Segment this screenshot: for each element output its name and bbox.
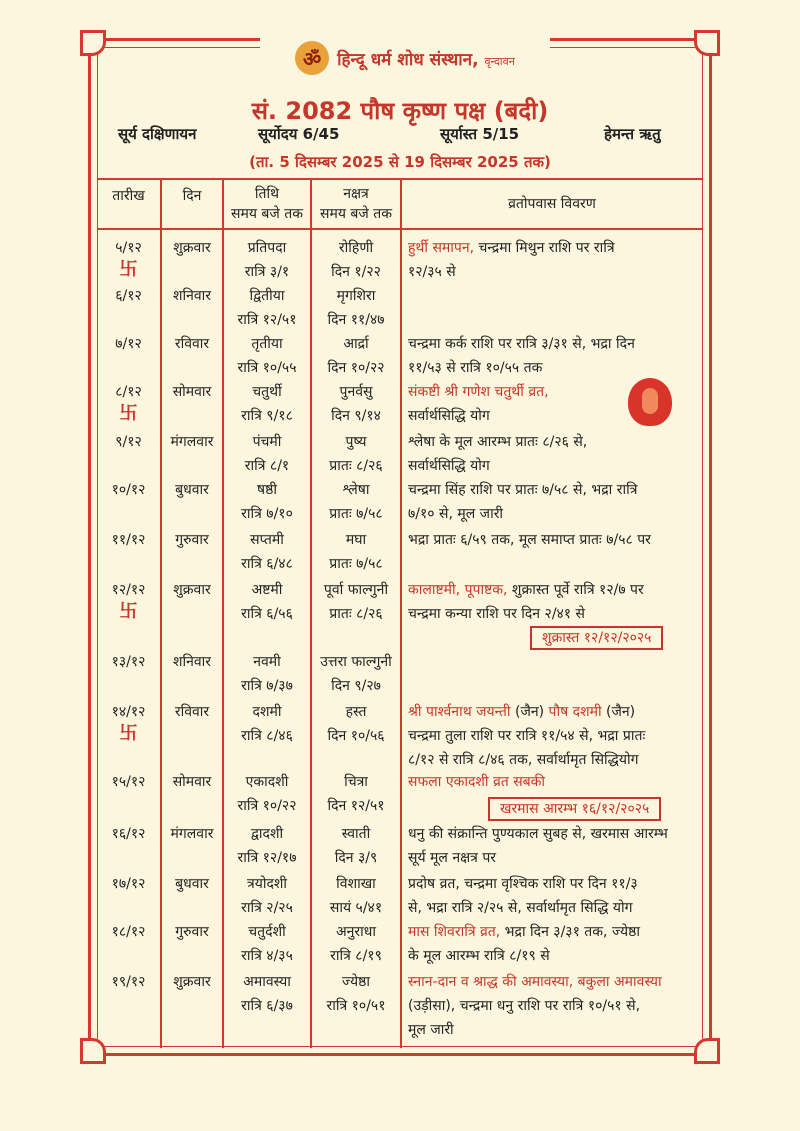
row-detail-line: चन्द्रमा तुला राशि पर रात्रि ११/५४ से, भद्रा प्रातः <box>408 728 646 744</box>
row-tithi-time: रात्रि ६/३७ <box>241 998 293 1014</box>
row-date: ७/१२ <box>115 336 142 352</box>
row-detail-line <box>408 822 668 846</box>
row-tithi: षष्ठी <box>257 482 277 498</box>
row-detail-line: से, भद्रा रात्रि २/२५ से, सर्वार्थामृत सिद्धि योग <box>408 900 633 916</box>
row-date: १९/१२ <box>111 974 146 990</box>
row-date: ९/१२ <box>115 434 142 450</box>
row-date: ११/१२ <box>111 532 146 548</box>
row-date: १८/१२ <box>111 924 146 940</box>
ayana-label: सूर्य दक्षिणायन <box>118 125 197 143</box>
row-tithi-time: रात्रि ६/५६ <box>241 606 293 622</box>
row-nakshatra-time: रात्रि ८/१९ <box>330 948 382 964</box>
row-detail-line <box>408 380 549 404</box>
detail-text: पौष दशमी <box>548 704 602 720</box>
row-date: १३/१२ <box>111 654 146 670</box>
row-nakshatra: स्वाती <box>341 826 371 842</box>
institution-header <box>260 36 550 80</box>
row-detail-line: १२/३५ से <box>408 264 456 280</box>
row-detail-line <box>408 236 615 260</box>
corner-ornament <box>80 1038 106 1064</box>
row-tithi: अष्टमी <box>251 582 283 598</box>
row-detail-line <box>408 578 644 602</box>
column-header-nakshatra-time: समय बजे तक <box>320 206 392 222</box>
row-nakshatra-time: प्रातः ७/५८ <box>329 506 383 522</box>
detail-text: श्री पार्श्वनाथ जयन्ती <box>408 704 511 720</box>
row-tithi: नवमी <box>253 654 281 670</box>
detail-text: भद्रा दिन ३/३१ तक, ज्येष्ठा <box>500 924 640 940</box>
row-day: बुधवार <box>175 482 209 498</box>
row-date: १७/१२ <box>111 876 146 892</box>
row-tithi: पंचमी <box>252 434 282 450</box>
page-title: सं. 2082 पौष कृष्ण पक्ष (बदी) <box>251 97 549 125</box>
row-nakshatra-time: दिन १०/५६ <box>327 728 385 744</box>
row-nakshatra: ज्येष्ठा <box>342 974 370 990</box>
row-nakshatra: विशाखा <box>336 876 376 892</box>
row-nakshatra-time: दिन ९/२७ <box>331 678 381 694</box>
row-tithi-time: रात्रि २/२५ <box>241 900 293 916</box>
row-date: ६/१२ <box>115 288 142 304</box>
row-day: शुक्रवार <box>173 240 211 256</box>
row-detail-line: सर्वार्थसिद्धि योग <box>408 408 490 424</box>
row-tithi: चतुर्थी <box>252 384 282 400</box>
kharmas-note: खरमास आरम्भ १६/१२/२०२५ <box>488 797 661 821</box>
row-detail-line: चन्द्रमा कन्या राशि पर दिन २/४१ से <box>408 606 586 622</box>
row-tithi: प्रतिपदा <box>247 240 287 256</box>
row-nakshatra: पुष्य <box>345 434 367 450</box>
row-nakshatra-time: प्रातः ८/२६ <box>329 606 383 622</box>
row-tithi-time: रात्रि ३/१ <box>244 264 290 280</box>
detail-text: श्लेषा के मूल आरम्भ प्रातः ८/२६ से, <box>408 434 588 450</box>
row-detail-line: ८/१२ से रात्रि ८/४६ तक, सर्वार्थामृत सिद्धियोग <box>408 752 639 768</box>
row-tithi: सप्तमी <box>250 532 284 548</box>
row-nakshatra: आर्द्रा <box>343 336 369 352</box>
column-header-tithi-time: समय बजे तक <box>231 206 303 222</box>
row-date: १५/१२ <box>111 774 146 790</box>
detail-text: कालाष्टमी, पूपाष्टक, <box>408 582 508 598</box>
row-day: सोमवार <box>172 774 212 790</box>
detail-text: भद्रा प्रातः ६/५९ तक, मूल समाप्त प्रातः ७/५८ पर <box>408 532 651 548</box>
row-date: १२/१२ <box>111 582 146 598</box>
row-tithi-time: रात्रि ७/३७ <box>241 678 293 694</box>
detail-text: हुर्थी समापन, <box>408 240 475 256</box>
row-detail-line: सूर्य मूल नक्षत्र पर <box>408 850 497 866</box>
season-label: हेमन्त ऋतु <box>604 125 661 143</box>
row-detail-line <box>408 770 545 794</box>
row-detail-line <box>408 700 635 724</box>
column-header-day: दिन <box>182 188 202 204</box>
row-detail-line: ११/५३ से रात्रि १०/५५ तक <box>408 360 543 376</box>
row-detail-line: सर्वार्थसिद्धि योग <box>408 458 490 474</box>
row-nakshatra-time: रात्रि १०/५१ <box>326 998 386 1014</box>
column-rule <box>160 178 162 1048</box>
row-tithi: तृतीया <box>251 336 283 352</box>
row-tithi-time: रात्रि ८/१ <box>244 458 290 474</box>
row-nakshatra-time: दिन १०/२२ <box>327 360 385 376</box>
sunset-label: सूर्यास्त 5/15 <box>440 125 520 143</box>
corner-ornament <box>694 1038 720 1064</box>
row-tithi-time: रात्रि ६/४८ <box>241 556 293 572</box>
swastika-icon: 卐 <box>119 601 138 622</box>
row-day: गुरुवार <box>175 532 209 548</box>
row-nakshatra-time: दिन ९/१४ <box>331 408 381 424</box>
row-detail-line <box>408 478 637 502</box>
detail-text: स्नान-दान व श्राद्ध की अमावस्या, बकुला अमावस्या <box>408 974 662 990</box>
row-nakshatra: श्लेषा <box>342 482 370 498</box>
detail-text: चन्द्रमा कर्क राशि पर रात्रि ३/३१ से, भद्रा दिन <box>408 336 635 352</box>
detail-text: चन्द्रमा सिंह राशि पर प्रातः ७/५८ से, भद्रा रात्रि <box>408 482 638 498</box>
column-header-date: तारीख <box>112 188 145 204</box>
row-tithi-time: रात्रि ८/४६ <box>241 728 293 744</box>
row-date: ८/१२ <box>115 384 142 400</box>
row-nakshatra: उत्तरा फाल्गुनी <box>320 654 392 670</box>
row-nakshatra: रोहिणी <box>338 240 374 256</box>
corner-ornament <box>694 30 720 56</box>
row-nakshatra: पूर्वा फाल्गुनी <box>323 582 389 598</box>
row-tithi-time: रात्रि ९/१८ <box>241 408 293 424</box>
row-tithi: एकादशी <box>245 774 289 790</box>
row-day: मंगलवार <box>170 826 214 842</box>
detail-text: धनु की संक्रान्ति पुण्यकाल सुबह से, खरमास आरम्भ <box>408 826 668 842</box>
swastika-icon: 卐 <box>119 723 138 744</box>
row-nakshatra-time: सायं ५/४१ <box>329 900 383 916</box>
row-detail-line <box>408 332 635 356</box>
detail-text: सफला एकादशी व्रत सबकी <box>408 774 546 790</box>
detail-text: संकष्टी श्री गणेश चतुर्थी व्रत, <box>408 384 549 400</box>
row-detail-line <box>408 430 587 454</box>
row-tithi: चतुर्दशी <box>248 924 286 940</box>
row-detail-line: के मूल आरम्भ रात्रि ८/१९ से <box>408 948 550 964</box>
institution-name <box>337 47 515 70</box>
swastika-icon: 卐 <box>119 259 138 280</box>
row-tithi-time: रात्रि १२/१७ <box>237 850 297 866</box>
row-nakshatra: पुनर्वसु <box>339 384 373 400</box>
row-tithi: दशमी <box>252 704 282 720</box>
shukrast-note: शुक्रास्त १२/१२/२०२५ <box>530 626 663 650</box>
institution-place: वृन्दावन <box>484 54 515 68</box>
row-nakshatra-time: प्रातः ८/२६ <box>329 458 383 474</box>
row-day: गुरुवार <box>175 924 209 940</box>
row-detail-line <box>408 970 662 994</box>
row-detail-line <box>408 528 651 552</box>
detail-text: शुक्रास्त पूर्वे रात्रि १२/७ पर <box>507 582 644 598</box>
row-tithi-time: रात्रि ७/१० <box>241 506 293 522</box>
row-day: शनिवार <box>172 654 212 670</box>
row-day: रविवार <box>174 704 210 720</box>
row-detail-line <box>408 872 638 896</box>
row-detail-line: ७/१० से, मूल जारी <box>408 506 504 522</box>
row-tithi-time: रात्रि १०/२२ <box>237 798 297 814</box>
row-day: शुक्रवार <box>173 974 211 990</box>
row-nakshatra: मघा <box>345 532 367 548</box>
row-nakshatra: चित्रा <box>344 774 368 790</box>
row-date: ५/१२ <box>115 240 142 256</box>
row-tithi: द्वादशी <box>250 826 284 842</box>
row-nakshatra: हस्त <box>345 704 367 720</box>
ganesh-icon <box>628 378 672 426</box>
row-date: १४/१२ <box>111 704 146 720</box>
row-tithi-time: रात्रि १०/५५ <box>237 360 297 376</box>
row-detail-line: (उड़ीसा), चन्द्रमा धनु राशि पर रात्रि १०/५१ से, <box>408 998 641 1014</box>
row-tithi-time: रात्रि १२/५१ <box>237 312 297 328</box>
detail-text: मास शिवरात्रि व्रत, <box>408 924 501 940</box>
row-day: शुक्रवार <box>173 582 211 598</box>
row-nakshatra-time: दिन ३/९ <box>334 850 378 866</box>
row-day: बुधवार <box>175 876 209 892</box>
row-nakshatra-time: दिन १/२२ <box>331 264 381 280</box>
column-header-nakshatra: नक्षत्र <box>343 186 369 202</box>
column-header-tithi: तिथि <box>254 186 280 202</box>
date-range: (ता. 5 दिसम्बर 2025 से 19 दिसम्बर 2025 तक) <box>249 153 551 171</box>
om-icon: ॐ <box>295 41 329 75</box>
swastika-icon: 卐 <box>119 403 138 424</box>
detail-text: (जैन) <box>510 704 549 720</box>
row-nakshatra: अनुराधा <box>335 924 377 940</box>
row-nakshatra-time: प्रातः ७/५८ <box>329 556 383 572</box>
row-tithi: अमावस्या <box>243 974 291 990</box>
row-day: मंगलवार <box>170 434 214 450</box>
row-tithi: द्वितीया <box>249 288 285 304</box>
sunrise-label: सूर्योदय 6/45 <box>258 125 340 143</box>
row-day: रविवार <box>174 336 210 352</box>
row-detail-line: मूल जारी <box>408 1022 454 1038</box>
column-header-details: व्रतोपवास विवरण <box>508 196 596 212</box>
row-tithi-time: रात्रि ४/३५ <box>241 948 293 964</box>
row-nakshatra: मृगशिरा <box>336 288 376 304</box>
institution-label: हिन्दू धर्म शोध संस्थान, <box>337 49 479 70</box>
row-day: शनिवार <box>172 288 212 304</box>
column-rule <box>400 178 402 1048</box>
row-day: सोमवार <box>172 384 212 400</box>
row-detail-line <box>408 920 640 944</box>
detail-text: प्रदोष व्रत, चन्द्रमा वृश्चिक राशि पर दिन ११/३ <box>408 876 638 892</box>
row-nakshatra-time: दिन ११/४७ <box>327 312 385 328</box>
row-date: १०/१२ <box>111 482 146 498</box>
detail-text: चन्द्रमा मिथुन राशि पर रात्रि <box>474 240 615 256</box>
row-nakshatra-time: दिन १२/५१ <box>327 798 385 814</box>
row-date: १६/१२ <box>111 826 146 842</box>
row-tithi: त्रयोदशी <box>246 876 288 892</box>
detail-text: (जैन) <box>601 704 636 720</box>
